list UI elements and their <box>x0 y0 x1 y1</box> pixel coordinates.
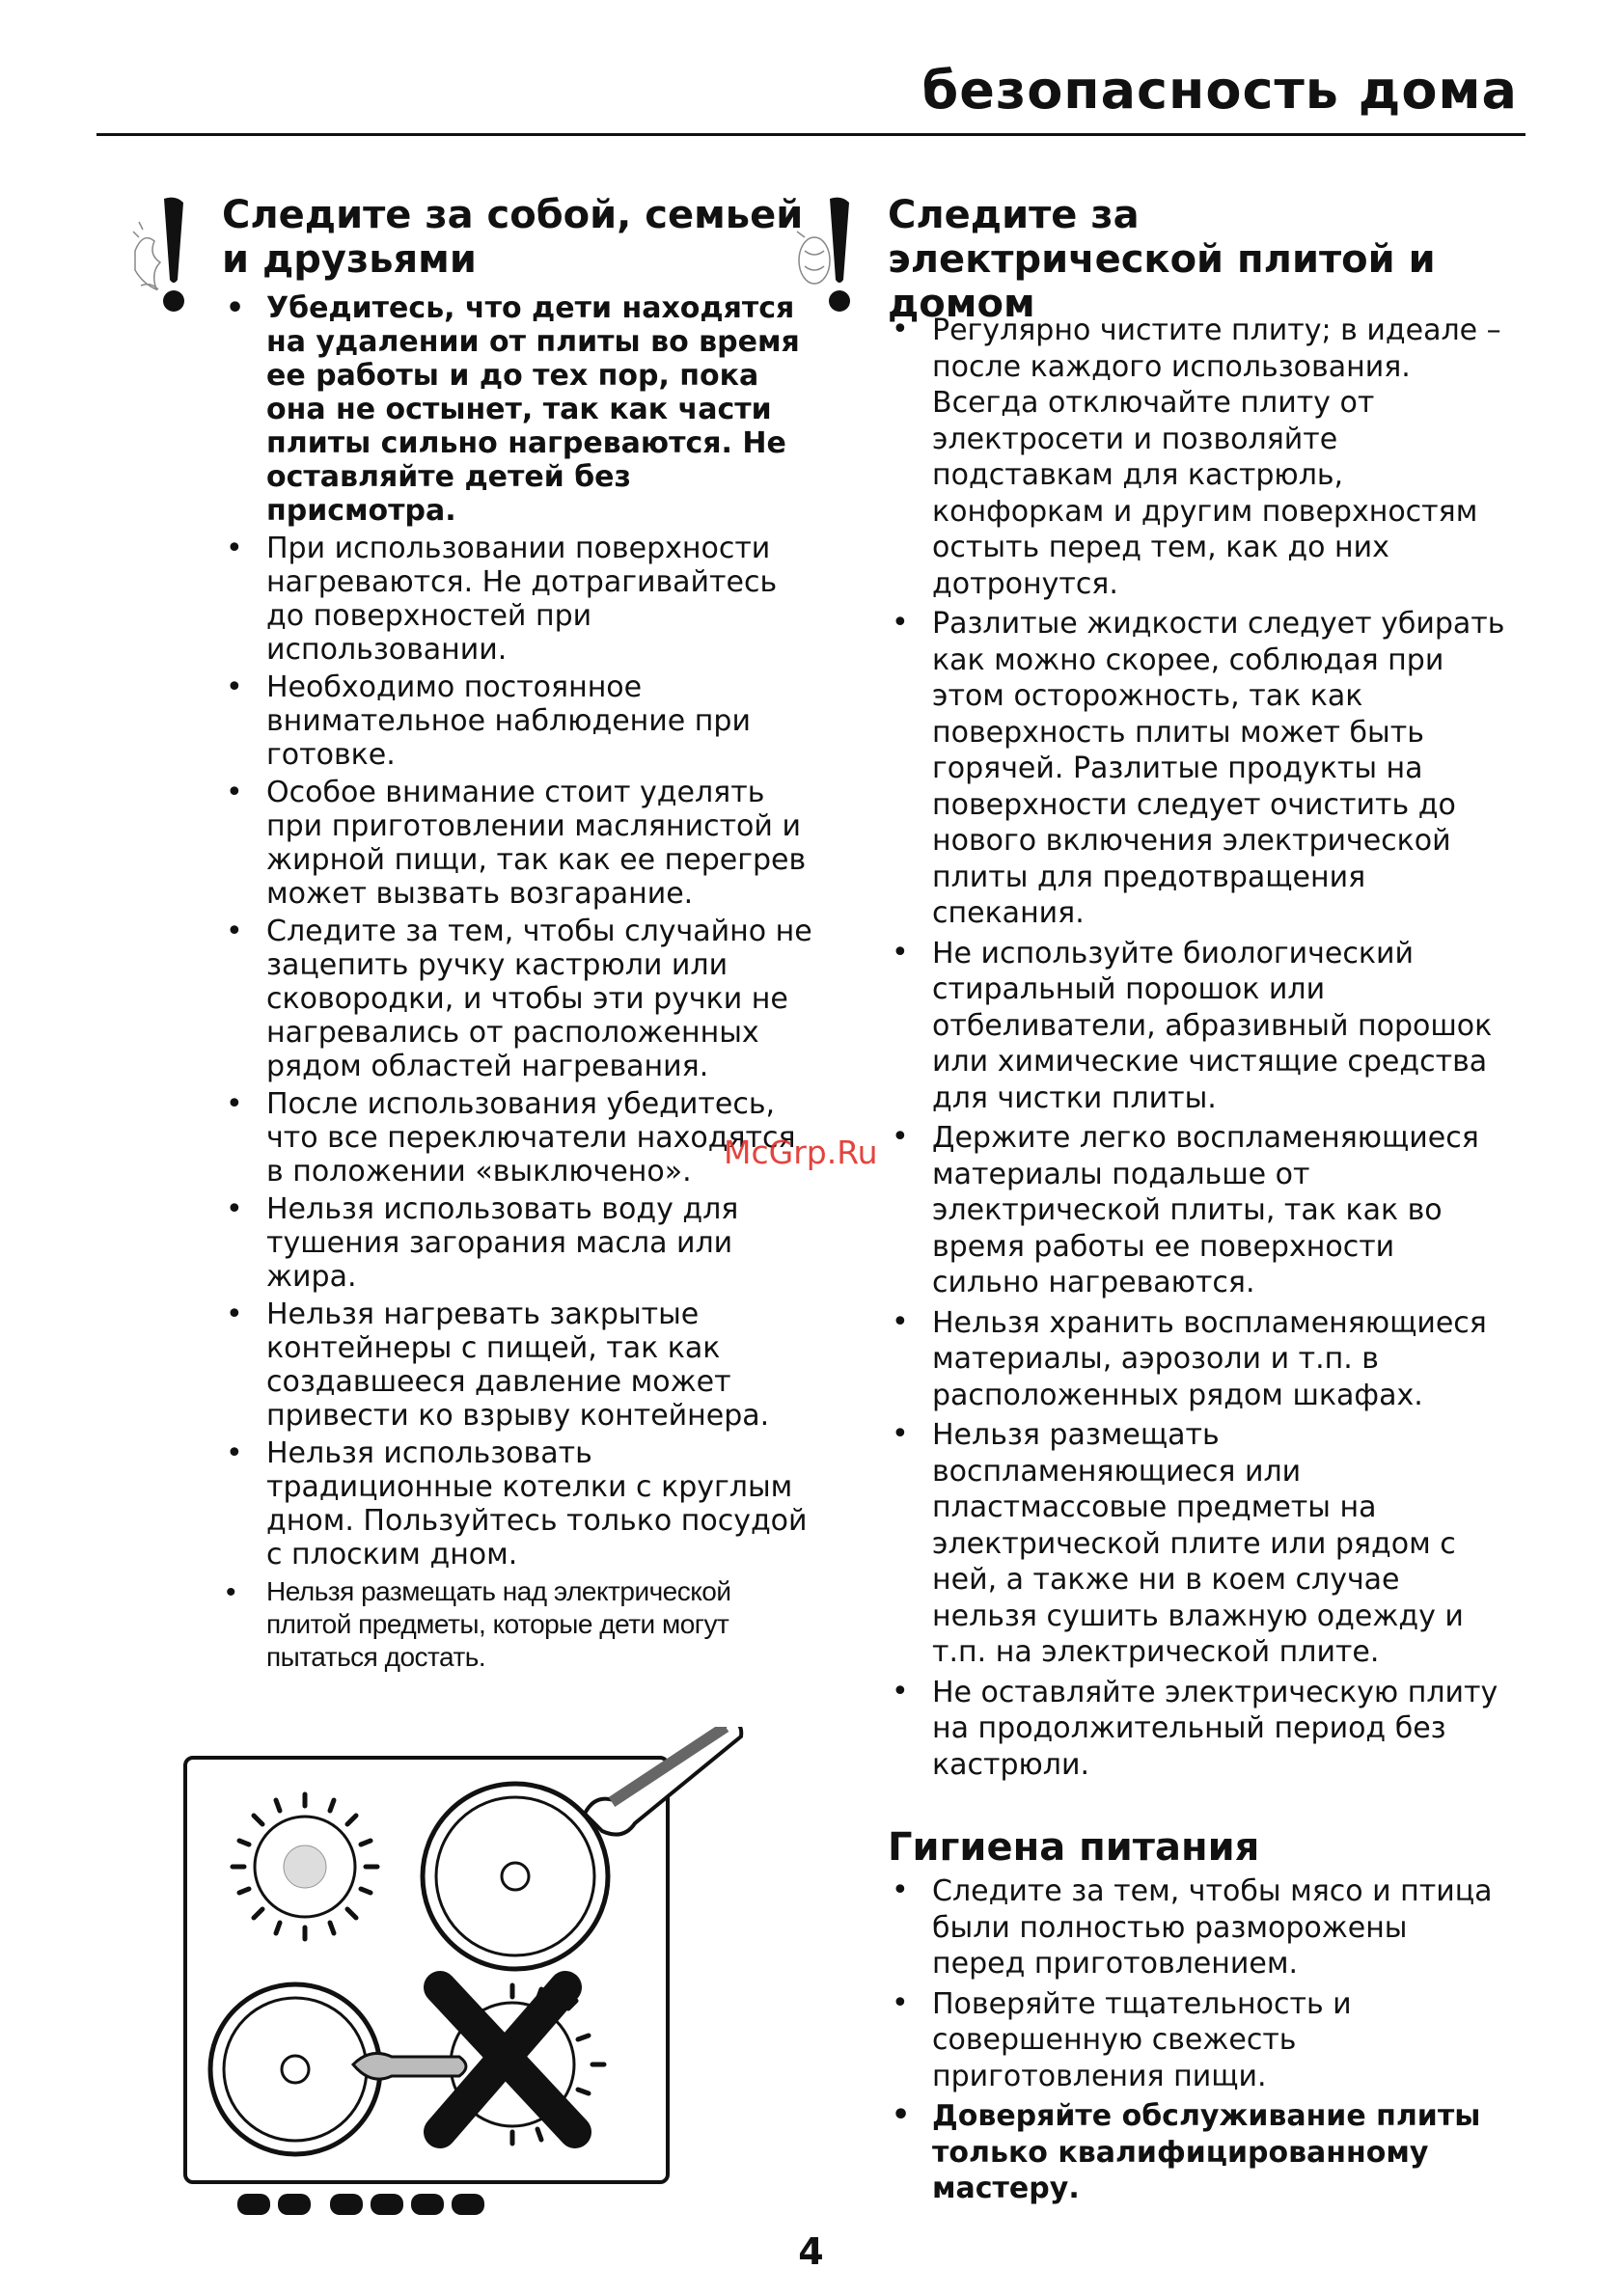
list-item: • Особое внимание стоит уделять при приготовлении маслянистой и жирной пищи, так как ее перегрев может вызвать возгарание. <box>222 776 820 911</box>
hob-illustration <box>179 1727 758 2228</box>
list-item: • Не оставляйте электрическую плиту на продолжительный период без кастрюли. <box>888 1675 1505 1784</box>
list-item: • Убедитесь, что дети находятся на удалении от плиты во время ее работы и до тех пор, пока она не остынет, так как части плиты сильно нагреваются. Не оставляйте детей без присмотра. <box>222 291 820 528</box>
list-item: • Разлитые жидкости следует убирать как можно скорее, соблюдая при этом осторожность, так как поверхность плиты может быть горячей. Разлитые продукты на поверхности следует очистить до нового включения электрической плиты для предотвращения спекания. <box>888 606 1505 932</box>
right-column <box>791 193 1505 2211</box>
right-bullet-list <box>888 313 1505 1783</box>
list-item: • Следите за тем, чтобы случайно не зацепить ручку кастрюли или сковородки, и чтобы эти ручки не нагревались от расположенных рядом областей нагревания. <box>222 915 820 1083</box>
left-column <box>125 193 820 1678</box>
right-heading: Следите за электрической плитой и домом <box>888 193 1436 326</box>
list-item: • Держите легко воспламеняющиеся материалы подальше от электрической плиты, так как во время работы ее поверхности сильно нагреваются. <box>888 1120 1505 1301</box>
hot-burner-icon <box>233 1794 377 1939</box>
list-item: • Нельзя размещать воспламеняющиеся или пластмассовые предметы на электрической плите или рядом с ней, а также ни в коем случае нельзя сушить влажную одежду и т.п. на электрической плите. <box>888 1417 1505 1671</box>
page-number: 4 <box>798 2230 824 2273</box>
hygiene-heading: Гигиена питания <box>888 1825 1260 1870</box>
page-title: безопасность дома <box>921 60 1518 121</box>
hygiene-bullet-list <box>888 1873 1505 2207</box>
list-item: • Не используйте биологический стиральный порошок или отбеливатели, абразивный порошок или химические чистящие средства для чистки плиты. <box>888 936 1505 1117</box>
right-section-head <box>791 193 1486 326</box>
exclamation-warning-icon <box>125 193 212 318</box>
left-heading: Следите за собой, семьей и друзьями <box>222 193 804 282</box>
control-knobs <box>237 2194 484 2215</box>
hygiene-section <box>791 1825 1493 2207</box>
list-item: • Следите за тем, чтобы мясо и птица были полностью разморожены перед приготовлением. <box>888 1873 1505 1982</box>
watermark: McGrp.Ru <box>724 1134 878 1171</box>
list-item: • Доверяйте обслуживание плиты только квалифицированному мастеру. <box>888 2098 1505 2207</box>
list-item: • Нельзя размещать над электрической плитой предметы, которые дети могут пытаться достать. <box>222 1575 820 1674</box>
list-item: • При использовании поверхности нагреваются. Не дотрагивайтесь до поверхностей при использовании. <box>222 532 820 667</box>
list-item: • Нельзя использовать традиционные котелки с круглым дном. Пользуйтесь только посудой с плоским дном. <box>222 1436 820 1572</box>
list-item: • После использования убедитесь, что все переключатели находятся в положении «выключено». <box>222 1087 820 1189</box>
list-item: • Регулярно чистите плиту; в идеале – после каждого использования. Всегда отключайте плиту от электросети и позволяйте подставкам для кастрюль, конфоркам и другим поверхностям остыть перед тем, как до них дотронутся. <box>888 313 1505 602</box>
exclamation-warning-icon <box>791 193 878 318</box>
list-item: • Нельзя использовать воду для тушения загорания масла или жира. <box>222 1192 820 1294</box>
list-item: • Поверяйте тщательность и совершенную свежесть приготовления пищи. <box>888 1986 1505 2095</box>
page-header <box>96 58 1526 136</box>
list-item: • Необходимо постоянное внимательное наблюдение при готовке. <box>222 670 820 772</box>
list-item: • Нельзя нагревать закрытые контейнеры с пищей, так как создавшееся давление может привести ко взрыву контейнера. <box>222 1298 820 1433</box>
left-bullet-list <box>222 291 820 1674</box>
list-item: • Нельзя хранить воспламеняющиеся материалы, аэрозоли и т.п. в расположенных рядом шкафах. <box>888 1305 1505 1414</box>
